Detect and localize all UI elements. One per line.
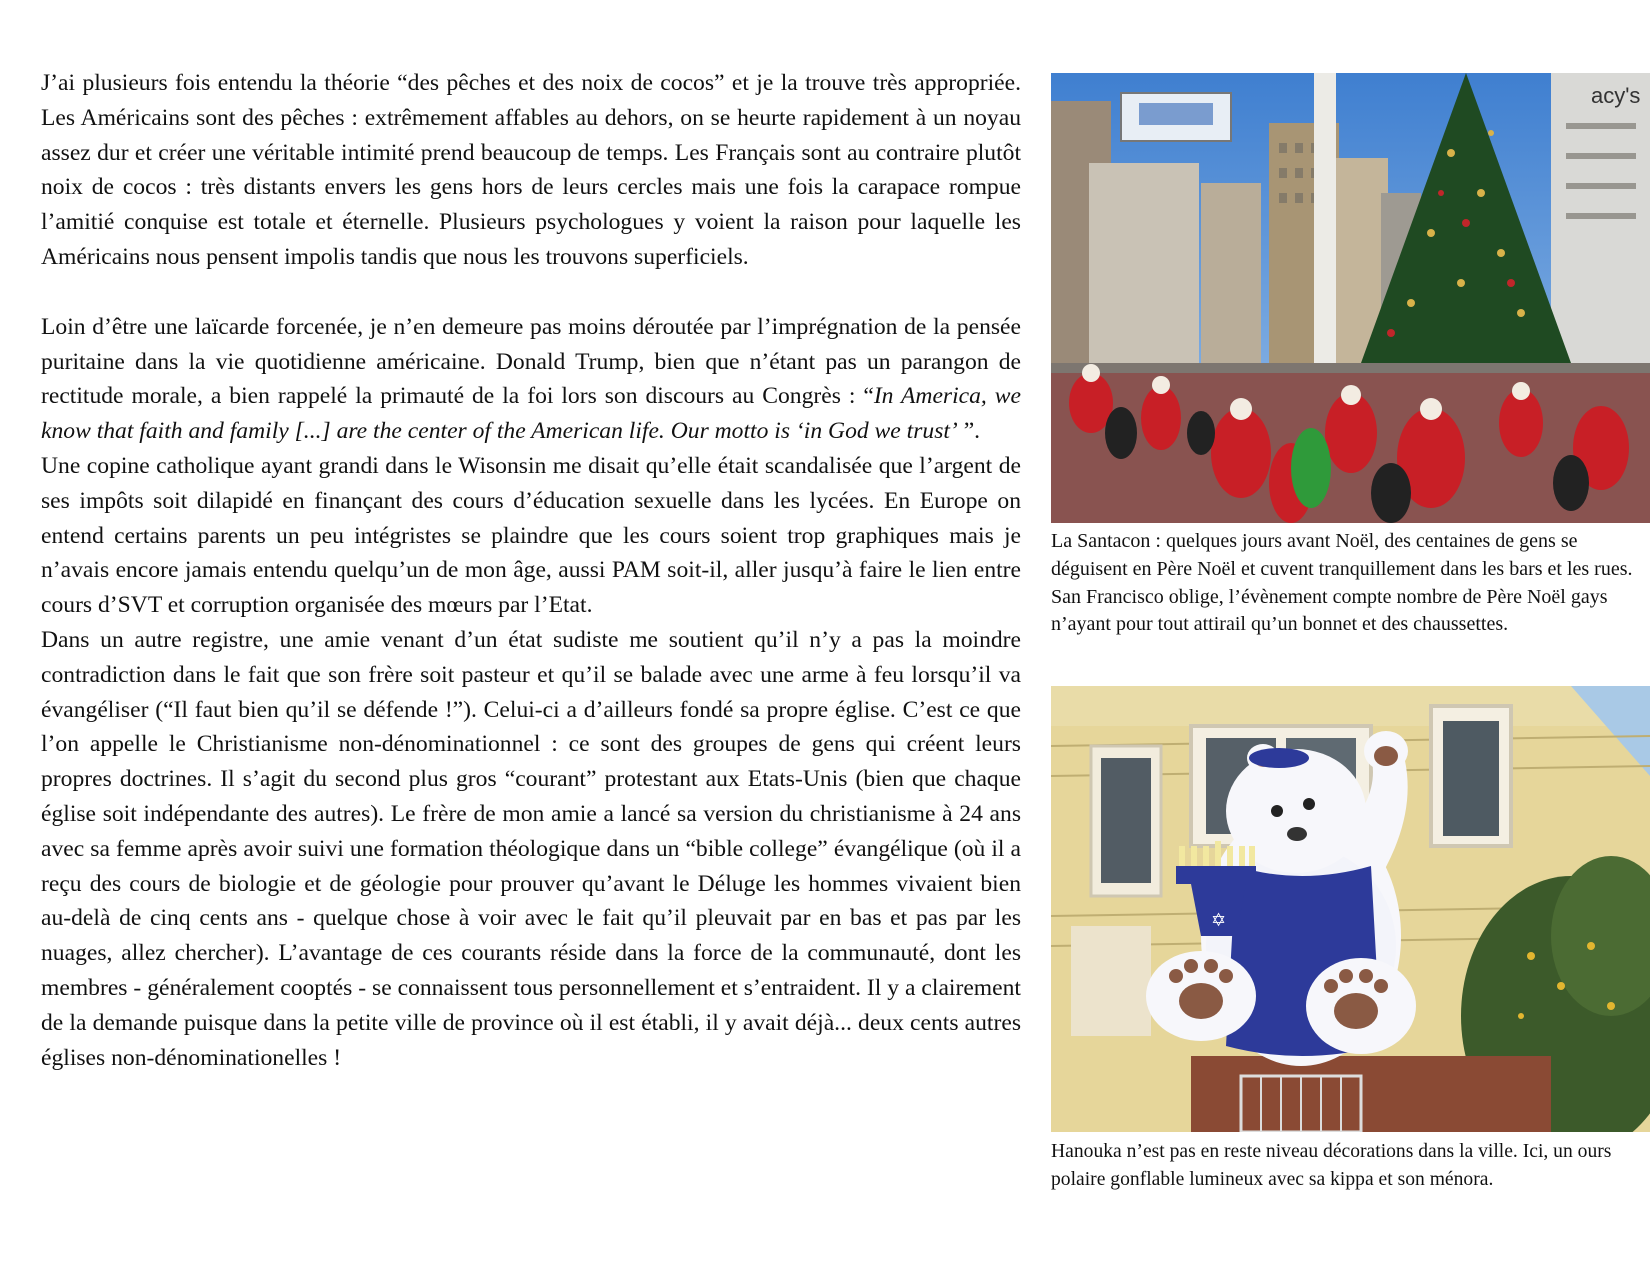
- paragraph-non-denominational: Dans un autre registre, une amie venant d’un état sudiste me soutient qu’il n’y a pas la moindre contradiction dans le fait que son frère soit pasteur et qu’il se balade avec une arme à feu lorsqu’il va évangéliser (“Il faut bien qu’il se défende !”). Celui-ci a d’ailleurs fondé sa propre église. C’est ce que l’on appelle le Christianisme non-dénominationnel : ce sont des groupes de gens qui créent leurs propres doctrines. Il s’agit du second plus gros “courant” protestant aux Etats-Unis (bien que chaque église soit indépendante des autres). Le frère de mon amie a lancé sa version du christianisme à 24 ans avec sa femme après avoir suivi une formation théologique dans un “bible college” évangélique (où il a reçu des cours de biologie et de géologie pour prouver qu’avant le Déluge les hommes vivaient bien au-delà de cinq cents ans - quelque chose à voir avec le fait qu’il pleuvait par en bas et pas par les nuages, allez chercher). L’avantage de ces courants réside dans la force de la communauté, dont les membres - généralement cooptés - se connaissent tous personnellement et s’entraident. Il y a clairement de la demande puisque dans la petite ville de province où il est établi, il y avait déjà... deux cents autres églises non-dénominationelles !: [41, 626, 1021, 1071]
- article-body: [41, 66, 1021, 1075]
- paragraph-puritanism-end: ”.: [957, 418, 981, 445]
- hanouka-bear-photo: [1051, 686, 1650, 1132]
- macys-sign: acy's: [1591, 83, 1641, 108]
- paragraph-catholic-friend: Une copine catholique ayant grandi dans le Wisonsin me disait qu’elle était scandalisée que l’argent de ses impôts soit dilapidé en finançant des cours d’éducation sexuelle dans les lycées. En Europe on entend certains parents un peu intégristes se plaindre que les cours soient trop graphiques mais je n’avais encore jamais entendu quelqu’un de mon âge, aussi PAM soit-il, aller jusqu’à faire le lien entre cours d’SVT et corruption organisée des mœurs par l’Etat.: [41, 452, 1021, 619]
- paragraph-puritanism-intro: Loin d’être une laïcarde forcenée, je n’en demeure pas moins déroutée par l’imprégnation de la pensée puritaine dans la vie quotidienne américaine. Donald Trump, bien que n’étant pas un parangon de rectitude morale, a bien rappelé la primauté de la foi lors son discours au Congrès : “: [41, 313, 1021, 410]
- trump-quote: In America, we know that faith and family [...] are the center of the American life. Our motto is ‘in God we trust’: [41, 383, 1021, 445]
- hanouka-caption: Hanouka n’est pas en reste niveau décorations dans la ville. Ici, un ours polaire gonflable lumineux avec sa kippa et son ménora.: [1051, 1141, 1612, 1190]
- santacon-photo: [1051, 73, 1650, 523]
- star-of-david-icon: ✡: [1211, 910, 1227, 931]
- santacon-caption: La Santacon : quelques jours avant Noël, des centaines de gens se déguisent en Père Noël et cuvent tranquillement dans les bars et les rues. San Francisco oblige, l’évènement compte nombre de Père Noël gays n’ayant pour tout attirail qu’un bonnet et des chaussettes.: [1051, 530, 1633, 636]
- paragraph-puritanism: [41, 310, 1021, 449]
- paragraph-peaches-coconuts: J’ai plusieurs fois entendu la théorie “des pêches et des noix de cocos” et je la trouve très appropriée. Les Américains sont des pêches : extrêmement affables au dehors, on se heurte rapidement à un noyau assez dur et créer une véritable intimité prend beaucoup de temps. Les Français sont au contraire plutôt noix de cocos : très distants envers les gens hors de leurs cercles mais une fois la carapace rompue l’amitié conquise est totale et éternelle. Plusieurs psychologues y voient la raison pour laquelle les Américains nous pensent impolis tandis que nous les trouvons superficiels.: [41, 70, 1021, 270]
